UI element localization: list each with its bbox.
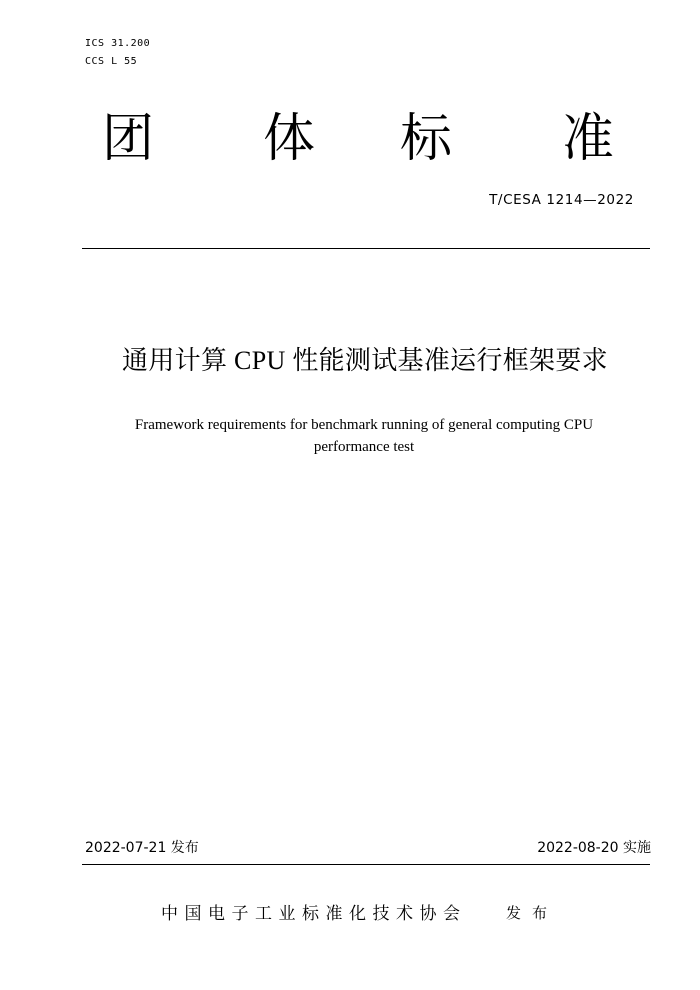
standard-type-char: 准 bbox=[562, 109, 615, 169]
top-divider bbox=[82, 248, 650, 249]
implementation-date: 2022-08-20 实施 bbox=[537, 840, 651, 856]
bottom-divider bbox=[82, 864, 650, 865]
ccs-code: CCS L 55 bbox=[85, 56, 138, 67]
title-chinese: 通用计算 CPU 性能测试基准运行框架要求 bbox=[122, 346, 608, 375]
publisher-action: 发布 bbox=[506, 904, 559, 922]
standard-type-char: 团 bbox=[102, 109, 155, 169]
publisher-name: 中国电子工业标准化技术协会 bbox=[161, 904, 467, 924]
ics-code: ICS 31.200 bbox=[85, 38, 151, 49]
title-english: Framework requirements for benchmark running of general computing CPU performance test bbox=[134, 417, 594, 455]
standard-type-char: 体 bbox=[263, 109, 316, 169]
standard-number: T/CESA 1214—2022 bbox=[489, 192, 634, 208]
issue-date: 2022-07-21 发布 bbox=[85, 840, 199, 856]
standard-type-char: 标 bbox=[400, 109, 453, 169]
